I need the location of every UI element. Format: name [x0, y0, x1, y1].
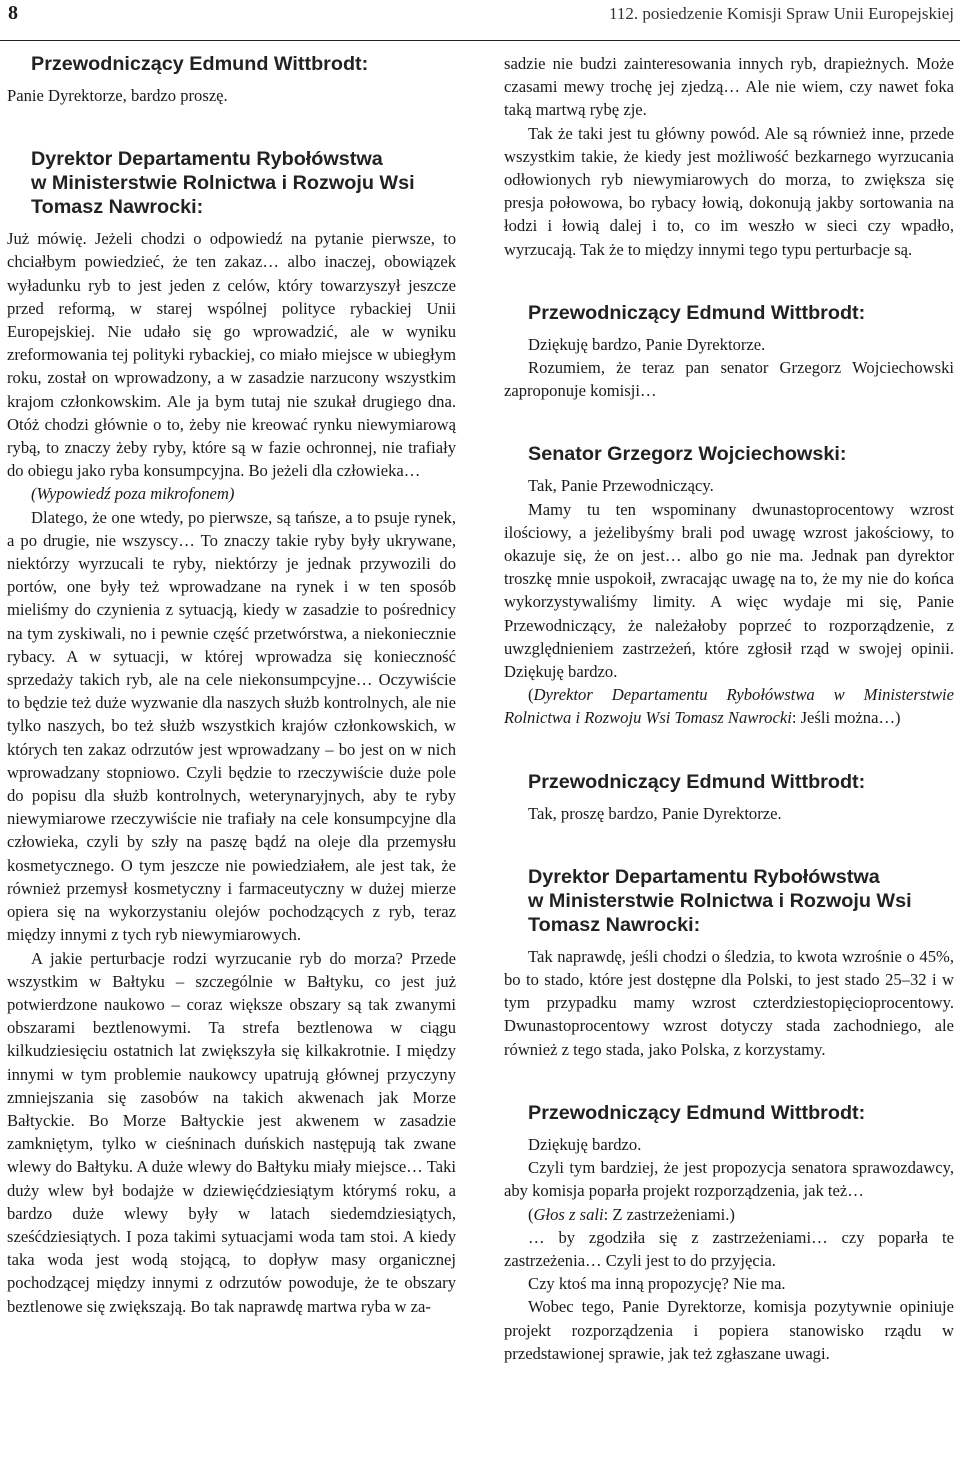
- running-title: 112. posiedzenie Komisji Spraw Unii Europejskiej: [609, 4, 954, 23]
- paragraph: Mamy tu ten wspominany dwunastoprocentowy wzrost ilościowy, a jeżelibyśmy brali pod uwagę wzrost jakościowy, to okazuje się, że on jest… albo go nie ma. Jednak pan dyrektor troszkę mnie uspokoił, zwracając uwagę na to, że my nie do końca wykorzystywaliśmy limity. A więc wydaje mi się, Panie Przewodniczący, że należałoby poprzeć to rozporządzenie, z uwzględnieniem zastrzeżeń, które zgłosił rząd w swojej opinii. Dziękuję bardzo.: [504, 499, 954, 682]
- page-number: 8: [8, 2, 18, 24]
- paragraph: Panie Dyrektorze, bardzo proszę.: [7, 86, 228, 105]
- speaker-heading: Przewodniczący Edmund Wittbrodt:: [528, 1101, 866, 1124]
- paren-open: (: [528, 1204, 534, 1224]
- paragraph: Rozumiem, że teraz pan senator Grzegorz Wojciechowski zaproponuje komisji…: [504, 358, 954, 401]
- paragraph: Czyli tym bardziej, że jest propozycja senatora sprawozdawcy, aby komisja poparła projekt rozporządzenia, jak też…: [504, 1158, 954, 1201]
- interjection-text: : Z zastrzeżeniami.): [603, 1204, 735, 1224]
- left-column: [7, 52, 456, 1318]
- speaker-heading: [31, 147, 456, 219]
- right-column: [504, 52, 954, 1365]
- interjection: [504, 683, 954, 729]
- speaker-heading: Przewodniczący Edmund Wittbrodt:: [528, 301, 866, 324]
- paragraph: Dziękuję bardzo, Panie Dyrektorze.: [528, 334, 766, 354]
- paren-open: (: [528, 685, 534, 705]
- stage-direction: (Wypowiedź poza mikrofonem): [31, 484, 235, 504]
- paragraph: sadzie nie budzi zainteresowania innych ryb, drapieżnych. Może czasami mewy trochę jej zjedzą… Ale nie wiem, czy nawet foka taką martwą rybę zje.: [504, 54, 954, 120]
- speaker-line: w Ministerstwie Rolnictwa i Rozwoju Wsi: [528, 889, 912, 912]
- paragraph: Tak, proszę bardzo, Panie Dyrektorze.: [528, 803, 782, 823]
- interjection-speaker: Głos z sali: [533, 1204, 604, 1224]
- speaker-line: Tomasz Nawrocki:: [528, 913, 701, 936]
- paragraph: Czy ktoś ma inną propozycję? Nie ma.: [528, 1274, 786, 1294]
- page-header: [0, 0, 960, 41]
- interjection-speaker: Dyrektor Departamentu Rybołówstwa w Ministerstwie Rolnictwa i Rozwoju Wsi Tomasz Nawrocki: [504, 685, 954, 728]
- interjection-text: : Jeśli można…): [791, 708, 901, 728]
- paragraph: Tak że taki jest tu główny powód. Ale są również inne, przede wszystkim takie, że kiedy jest możliwość bezkarnego wyrzucania odłowionych ryb niewymiarowych do morza, to zwiększa się presja połowowa, bo rybacy łowią, dokonują jakby sortowania na łodzi i łowią dalej i to, co im weszło w sieci czy wpadło, wyrzucają. Tak że to między innymi tego typu perturbacje są.: [504, 123, 954, 259]
- paragraph: Dziękuję bardzo.: [528, 1134, 642, 1154]
- speaker-heading: [528, 865, 954, 937]
- paragraph: Już mówię. Jeżeli chodzi o odpowiedź na pytanie pierwsze, to chciałbym powiedzieć, że ten zakaz… albo inaczej, obowiązek wyładunku ryb to jest jeden z celów, który towarzyszył jeszcze przed reformą, w starej wspólnej polityce rybackiej Unii Europejskiej. Nie udało się go wprowadzić, ale w wyniku zreformowania tej polityki rybackiej, co miało miejsce w ubiegłym roku, został on wprowadzony, a w zasadzie narzucony wszystkim krajom członkowskim. Ale ja bym tutaj nie szukał drugiego dna. Otóż chodzi głównie o to, żeby nie kreować rynku niewymiarową rybą, to znaczy żeby ryby, które są w fazie ochronnej, nie trafiały do obiegu jako ryba konsumpcyjna. Bo jeżeli dla człowieka…: [7, 229, 456, 481]
- speaker-line: w Ministerstwie Rolnictwa i Rozwoju Wsi: [31, 172, 415, 195]
- speaker-line: Dyrektor Departamentu Rybołówstwa: [31, 148, 383, 171]
- paragraph: … by zgodziła się z zastrzeżeniami… czy poparła te zastrzeżenia… Czyli jest to do przyjęcia.: [504, 1227, 954, 1270]
- paragraph: Tak naprawdę, jeśli chodzi o śledzia, to kwota wzrośnie o 45%, bo to stado, które jest dostępne dla Polski, to jest stado 25–32 i w tym przypadku mamy wzrost czterdziestopięcioprocentowy. Dwunastoprocentowy wzrost dotyczy stada zachodniego, ale również z tego stada, jako Polska, z korzystamy.: [504, 946, 954, 1059]
- speaker-heading: Senator Grzegorz Wojciechowski:: [528, 443, 847, 466]
- speaker-heading: Przewodniczący Edmund Wittbrodt:: [528, 770, 866, 793]
- interjection: [504, 1203, 954, 1226]
- speaker-line: Dyrektor Departamentu Rybołówstwa: [528, 865, 880, 888]
- speaker-line: Tomasz Nawrocki:: [31, 196, 204, 219]
- paragraph: Dlatego, że one wtedy, po pierwsze, są tańsze, a to psuje rynek, a po drugie, nie wszyscy… To znaczy takie ryby były ukrywane, niektórzy wyrzucali te ryby, niektórzy je jednak przywozili do portów, one były też wprowadzane na rynek i w ten sposób mieliśmy do czynienia z sytuacją, kiedy w zasadzie to pośrednicy na tym zyskiwali, no i pewnie część przetwórstwa, a niekoniecznie rybacy. A w sytuacji, w której wprowadza się konieczność sprzedaży takich ryb, ale na cele niekonsumpcyjne… Oczywiście to będzie też duże wyzwanie dla naszych służb kontrolnych, ale nie tylko naszych, bo też służb wszystkich krajów członkowskich, w których ten zakaz odrzutów jest wprowadzany – bo jest on w nich wprowadzany stopniowo. Czyli będzie to rzeczywiście duże pole do popisu dla służb kontrolnych, weterynaryjnych, aby te ryby niewymiarowe rzeczywiście nie trafiały na cele konsumpcyjne dla człowieka, czyli by szły na paszę bądź na oleje dla przemysłu kosmetycznego. O tym jeszcze nie powiedziałem, ale jest tak, że również przemysł kosmetyczny i farmaceutyczny w dużej mierze opiera się na wykorzystaniu olejów pochodzących z ryb, teraz między innymi z tych ryb niewymiarowych.: [7, 507, 456, 945]
- paragraph: A jakie perturbacje rodzi wyrzucanie ryb do morza? Przede wszystkim w Bałtyku – szczególnie w Bałtyku, co jest już potwierdzone naukowo – coraz większe obszary są tak zwanymi obszarami beztlenowymi. Ta strefa beztlenowa w ciągu kilkudziesięciu ostatnich lat zwiększyła się kilkakrotnie. I między innymi w tym problemie naukowcy upatrują głównej przyczyny zmniejszania się zasobów na takich akwenach jak Morze Bałtyckie. Bo Morze Bałtyckie jest akwenem w zasadzie zamkniętym, tylko w cieśninach duńskich następują tak zwane wlewy do Bałtyku. A duże wlewy do Bałtyku miały miejsce… Taki duży wlew był bodajże w dziewięćdziesiątym którymś roku, a bardzo duże wlewy były w latach siedemdziesiątych, sześćdziesiątych. I poza takimi sytuacjami woda tam stoi. A kiedy taka woda jest wodą stojącą, to dopływ masy organicznej pochodzącej między innymi z odrzutów powoduje, że te obszary beztlenowe się zwiększają. Bo tak naprawdę martwa ryba w za-: [7, 948, 456, 1316]
- paragraph: Tak, Panie Przewodniczący.: [528, 476, 714, 496]
- paragraph: Wobec tego, Panie Dyrektorze, komisja pozytywnie opiniuje projekt rozporządzenia i popiera stanowisko rządu w przedstawionej sprawie, jak też zgłaszane uwagi.: [504, 1297, 954, 1363]
- speaker-heading: Przewodniczący Edmund Wittbrodt:: [31, 53, 369, 75]
